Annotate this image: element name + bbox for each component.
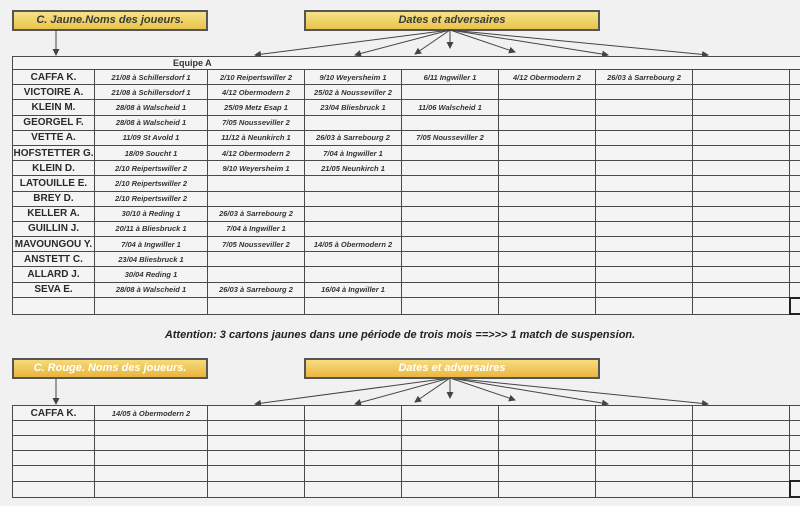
table-row [13,298,800,314]
table-row [13,206,800,221]
yellow-card-dates-header: Dates et adversaires [304,10,600,31]
match-cell [596,206,693,221]
match-cell [402,481,499,497]
match-cell [693,421,790,436]
table-row [13,421,800,436]
match-cell [499,282,596,298]
match-cell [693,161,790,176]
match-cell [402,451,499,466]
match-cell [790,176,800,191]
match-cell [693,145,790,160]
match-cell [790,466,800,482]
table-row [13,406,800,421]
match-cell [208,191,305,206]
match-cell: 2/10 Reipertswiller 2 [95,176,208,191]
match-cell [596,481,693,497]
match-cell [499,481,596,497]
player-name: SEVA E. [13,282,95,298]
match-cell [208,176,305,191]
suspension-notice: Attention: 3 cartons jaunes dans une période de trois mois ==>>> 1 match de suspension. [164,329,636,341]
yellow-card-table [12,56,800,315]
match-cell [402,191,499,206]
match-cell [402,406,499,421]
match-cell [790,481,800,497]
match-cell [305,436,402,451]
match-cell [790,221,800,236]
match-cell [208,481,305,497]
match-cell [499,237,596,252]
match-cell [596,85,693,100]
match-cell [596,298,693,314]
match-cell: 7/05 Nousseviller 2 [208,115,305,130]
match-cell [596,100,693,115]
match-cell [499,252,596,267]
match-cell [499,298,596,314]
match-cell [402,176,499,191]
match-cell: 26/03 à Sarrebourg 2 [305,130,402,145]
match-cell [402,85,499,100]
match-cell [693,70,790,85]
player-name: KELLER A. [13,206,95,221]
match-cell [596,282,693,298]
table-row [13,100,800,115]
match-cell: 14/05 à Obermodern 2 [95,406,208,421]
match-cell [790,130,800,145]
match-cell [693,436,790,451]
match-cell [596,221,693,236]
match-cell [95,436,208,451]
match-cell [596,451,693,466]
table-row [13,191,800,206]
match-cell [596,115,693,130]
match-cell [596,436,693,451]
match-cell [693,130,790,145]
player-name [13,481,95,497]
match-cell [693,481,790,497]
match-cell [402,267,499,282]
match-cell: 26/03 à Sarrebourg 2 [208,282,305,298]
match-cell: 4/12 Obermodern 2 [208,85,305,100]
match-cell [208,298,305,314]
player-name: CAFFA K. [13,70,95,85]
table-row [13,451,800,466]
match-cell: 21/08 à Schillersdorf 1 [95,85,208,100]
table-row [13,176,800,191]
match-cell [208,267,305,282]
match-cell: 28/08 à Walscheid 1 [95,282,208,298]
player-name: GEORGEL F. [13,115,95,130]
match-cell [693,237,790,252]
match-cell [596,466,693,482]
red-card-table [12,405,800,498]
match-cell [596,267,693,282]
player-name: VICTOIRE A. [13,85,95,100]
match-cell [305,481,402,497]
match-cell: 2/10 Reipertswiller 2 [208,70,305,85]
match-cell [499,421,596,436]
match-cell [499,130,596,145]
match-cell [596,237,693,252]
match-cell [305,298,402,314]
match-cell [95,466,208,482]
table-row [13,85,800,100]
match-cell [693,298,790,314]
match-cell [499,100,596,115]
player-name: KLEIN M. [13,100,95,115]
match-cell: 28/08 à Walscheid 1 [95,100,208,115]
player-name: ALLARD J. [13,267,95,282]
match-cell: 2/10 Reipertswiller 2 [95,191,208,206]
player-name: BREY D. [13,191,95,206]
yellow-card-names-header: C. Jaune.Noms des joueurs. [12,10,208,31]
match-cell [790,85,800,100]
match-cell: 4/12 Obermodern 2 [499,70,596,85]
match-cell [402,282,499,298]
match-cell [790,282,800,298]
match-cell [693,466,790,482]
match-cell: 18/09 Soucht 1 [95,145,208,160]
match-cell [499,406,596,421]
match-cell [596,161,693,176]
match-cell [95,421,208,436]
arrows-dates-yellow [255,30,708,55]
match-cell [790,115,800,130]
match-cell [208,436,305,451]
match-cell [693,100,790,115]
match-cell [790,406,800,421]
match-cell [790,451,800,466]
match-cell [596,176,693,191]
arrows-dates-red [255,378,708,404]
match-cell: 30/10 à Reding 1 [95,206,208,221]
match-cell: 23/04 Bliesbruck 1 [95,252,208,267]
match-cell: 9/10 Weyersheim 1 [208,161,305,176]
match-cell [499,161,596,176]
table-row [13,145,800,160]
match-cell: 6/11 Ingwiller 1 [402,70,499,85]
match-cell [305,176,402,191]
player-name [13,298,95,314]
match-cell [305,206,402,221]
match-cell: 23/04 Bliesbruck 1 [305,100,402,115]
match-cell: 21/08 à Schillersdorf 1 [95,70,208,85]
match-cell [499,115,596,130]
match-cell [402,145,499,160]
player-name: KLEIN D. [13,161,95,176]
match-cell [305,451,402,466]
table-row [13,130,800,145]
player-name: VETTE A. [13,130,95,145]
match-cell [305,421,402,436]
table-row [13,481,800,497]
match-cell [499,466,596,482]
match-cell [95,451,208,466]
match-cell [790,70,800,85]
match-cell [95,481,208,497]
team-label: Equipe A [13,57,800,70]
match-cell [305,221,402,236]
match-cell [305,252,402,267]
player-name: GUILLIN J. [13,221,95,236]
match-cell: 7/04 à Ingwiller 1 [208,221,305,236]
match-cell [499,267,596,282]
match-cell [596,421,693,436]
player-name [13,436,95,451]
match-cell: 7/04 à Ingwiller 1 [305,145,402,160]
red-card-dates-header: Dates et adversaires [304,358,600,379]
match-cell [402,252,499,267]
table-row [13,282,800,298]
match-cell [693,451,790,466]
match-cell: 21/05 Neunkirch 1 [305,161,402,176]
match-cell [208,406,305,421]
table-row [13,70,800,85]
table-row [13,221,800,236]
match-cell: 11/12 à Neunkirch 1 [208,130,305,145]
match-cell [208,421,305,436]
table-row [13,436,800,451]
match-cell [790,421,800,436]
table-row [13,237,800,252]
player-name: MAVOUNGOU Y. [13,237,95,252]
match-cell [499,206,596,221]
match-cell [693,206,790,221]
match-cell [402,221,499,236]
match-cell: 4/12 Obermodern 2 [208,145,305,160]
player-name [13,421,95,436]
match-cell [499,191,596,206]
match-cell [95,298,208,314]
match-cell: 28/08 à Walscheid 1 [95,115,208,130]
match-cell [305,466,402,482]
match-cell [790,237,800,252]
match-cell [596,191,693,206]
match-cell: 25/02 à Nousseviller 2 [305,85,402,100]
player-name: ANSTETT C. [13,252,95,267]
red-card-names-header: C. Rouge. Noms des joueurs. [12,358,208,379]
table-row [13,252,800,267]
match-cell: 7/04 à Ingwiller 1 [95,237,208,252]
match-cell [790,252,800,267]
match-cell [790,436,800,451]
match-cell [596,406,693,421]
match-cell [693,176,790,191]
match-cell [693,267,790,282]
match-cell: 26/03 à Sarrebourg 2 [208,206,305,221]
match-cell: 16/04 à Ingwiller 1 [305,282,402,298]
match-cell [596,130,693,145]
match-cell [499,176,596,191]
match-cell [305,115,402,130]
match-cell [402,298,499,314]
match-cell: 2/10 Reipertswiller 2 [95,161,208,176]
match-cell [402,466,499,482]
match-cell: 9/10 Weyersheim 1 [305,70,402,85]
player-name [13,451,95,466]
player-name: HOFSTETTER G. [13,145,95,160]
match-cell [402,161,499,176]
match-cell: 7/05 Nousseviller 2 [208,237,305,252]
match-cell [208,451,305,466]
match-cell [790,191,800,206]
match-cell [305,406,402,421]
match-cell [790,100,800,115]
match-cell [693,115,790,130]
match-cell [790,267,800,282]
match-cell: 11/09 St Avold 1 [95,130,208,145]
table-row [13,115,800,130]
match-cell [499,145,596,160]
match-cell [790,298,800,314]
player-name: LATOUILLE E. [13,176,95,191]
match-cell [402,206,499,221]
match-cell [790,206,800,221]
match-cell [693,221,790,236]
match-cell [693,252,790,267]
match-cell [402,436,499,451]
match-cell: 14/05 à Obermodern 2 [305,237,402,252]
match-cell [402,421,499,436]
match-cell [596,145,693,160]
match-cell [790,145,800,160]
match-cell [499,436,596,451]
match-cell [499,85,596,100]
match-cell [208,252,305,267]
match-cell: 20/11 à Bliesbruck 1 [95,221,208,236]
table-row [13,267,800,282]
match-cell [693,191,790,206]
match-cell [208,466,305,482]
match-cell [305,191,402,206]
match-cell [693,406,790,421]
match-cell: 26/03 à Sarrebourg 2 [596,70,693,85]
match-cell: 7/05 Nousseviller 2 [402,130,499,145]
match-cell [499,221,596,236]
match-cell [499,451,596,466]
match-cell [305,267,402,282]
player-name: CAFFA K. [13,406,95,421]
match-cell: 11/06 Walscheid 1 [402,100,499,115]
match-cell [693,85,790,100]
table-row [13,161,800,176]
match-cell: 25/09 Metz Esap 1 [208,100,305,115]
match-cell [596,252,693,267]
player-name [13,466,95,482]
match-cell [693,282,790,298]
match-cell [790,161,800,176]
table-row [13,466,800,482]
match-cell [402,115,499,130]
match-cell [402,237,499,252]
match-cell: 30/04 Reding 1 [95,267,208,282]
